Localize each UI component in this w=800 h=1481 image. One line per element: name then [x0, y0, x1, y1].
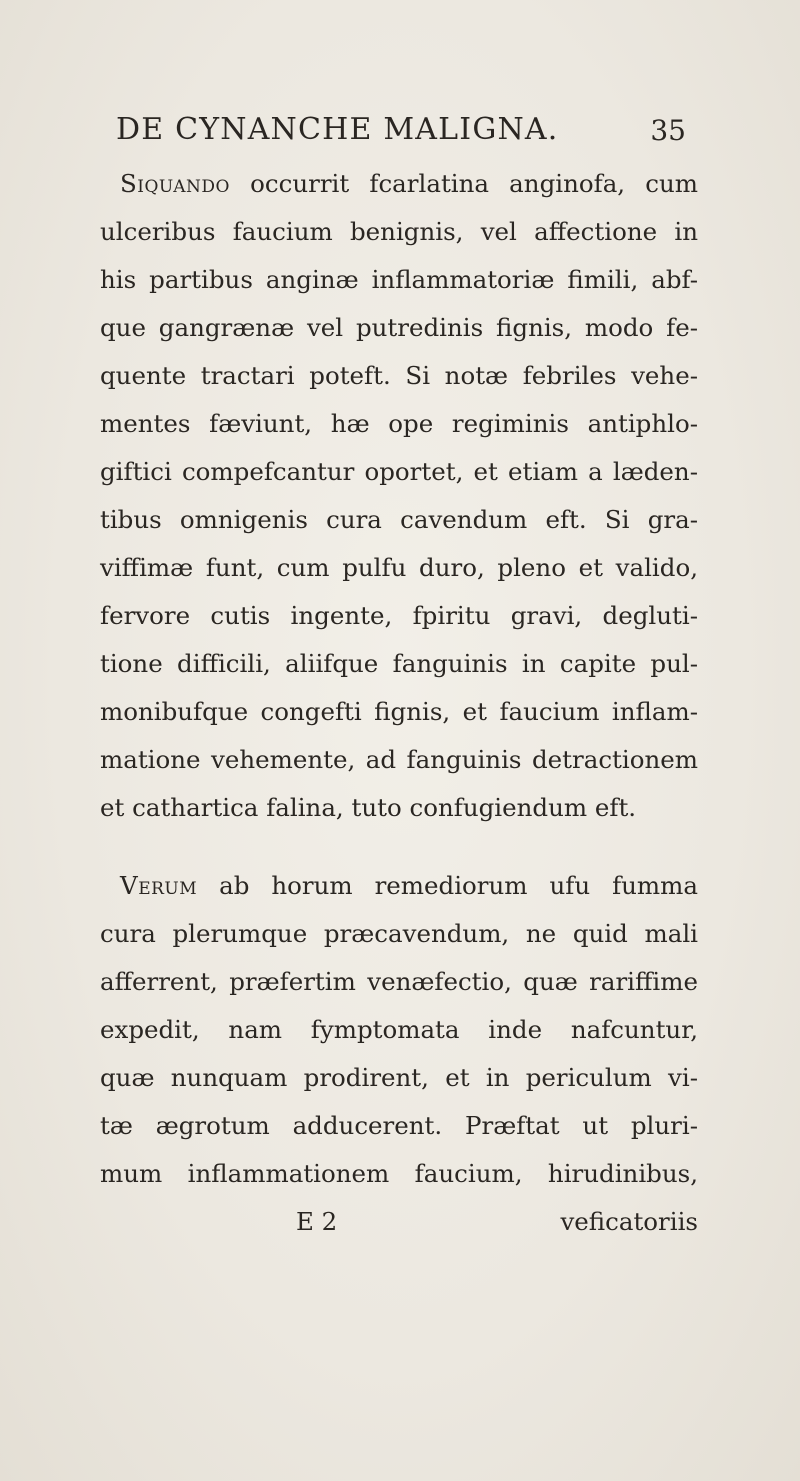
text-line: [100, 1150, 698, 1198]
line-text: fervore cutis ingente, fpiritu gravi, degluti-: [100, 601, 698, 630]
line-text: viffimæ funt, cum pulfu duro, pleno et valido,: [100, 553, 698, 582]
page-footer: [100, 1198, 698, 1246]
line-text: quæ nunquam prodirent, et in periculum vi-: [100, 1063, 698, 1092]
running-head: DE CYNANCHE MALIGNA.: [116, 112, 559, 147]
text-line: [100, 736, 698, 784]
line-text: tæ ægrotum adducerent. Præftat ut pluri-: [100, 1111, 698, 1140]
line-text: mum inflammationem faucium, hirudinibus,: [100, 1159, 698, 1188]
line-text: occurrit fcarlatina anginofa, cum: [229, 169, 698, 198]
page-header: [116, 112, 686, 152]
catchword: veficatoriis: [560, 1207, 698, 1236]
text-line: [100, 1006, 698, 1054]
text-line: [100, 256, 698, 304]
text-line: [100, 352, 698, 400]
text-line: [100, 496, 698, 544]
line-text: monibufque congefti fignis, et faucium inflam-: [100, 697, 698, 726]
text-line: [100, 400, 698, 448]
line-text: que gangrænæ vel putredinis fignis, modo fe-: [100, 313, 698, 342]
body-text: [100, 160, 698, 1246]
text-line: [100, 910, 698, 958]
line-text: mentes fæviunt, hæ ope regiminis antiphlo-: [100, 409, 698, 438]
text-line: [100, 208, 698, 256]
paragraph-container: [100, 160, 698, 1198]
paragraph-lead-word: Verum: [120, 871, 198, 900]
paragraph: [100, 862, 698, 1198]
line-text: expedit, nam fymptomata inde nafcuntur,: [100, 1015, 698, 1044]
line-text: et cathartica falina, tuto confugiendum eft.: [100, 793, 637, 822]
line-text: afferrent, præfertim venæfectio, quæ rariffime: [100, 967, 698, 996]
line-text: cura plerumque præcavendum, ne quid mali: [100, 919, 698, 948]
signature-mark: E 2: [296, 1207, 338, 1236]
line-text: his partibus anginæ inflammatoriæ fimili, abf-: [100, 265, 698, 294]
line-text: tione difficili, aliifque fanguinis in capite pul-: [100, 649, 698, 678]
text-line: [100, 862, 698, 910]
text-line: [100, 592, 698, 640]
text-line: [100, 688, 698, 736]
page-number: 35: [650, 114, 686, 147]
line-text: matione vehemente, ad fanguinis detractionem: [100, 745, 698, 774]
text-line: [100, 1054, 698, 1102]
paragraph: [100, 160, 698, 832]
paragraph-gap: [100, 832, 698, 862]
line-text: quente tractari poteft. Si notæ febriles vehe-: [100, 361, 698, 390]
text-line: [100, 958, 698, 1006]
line-text: ab horum remediorum ufu fumma: [197, 871, 698, 900]
text-line: [100, 160, 698, 208]
text-line: [100, 544, 698, 592]
text-line: [100, 1102, 698, 1150]
text-line: [100, 784, 698, 832]
text-line: [100, 640, 698, 688]
line-text: giftici compefcantur oportet, et etiam a læden-: [100, 457, 698, 486]
text-line: [100, 304, 698, 352]
text-line: [100, 448, 698, 496]
line-text: tibus omnigenis cura cavendum eft. Si gra-: [100, 505, 698, 534]
line-text: ulceribus faucium benignis, vel affectione in: [100, 217, 698, 246]
paragraph-lead-word: Siquando: [120, 169, 230, 198]
